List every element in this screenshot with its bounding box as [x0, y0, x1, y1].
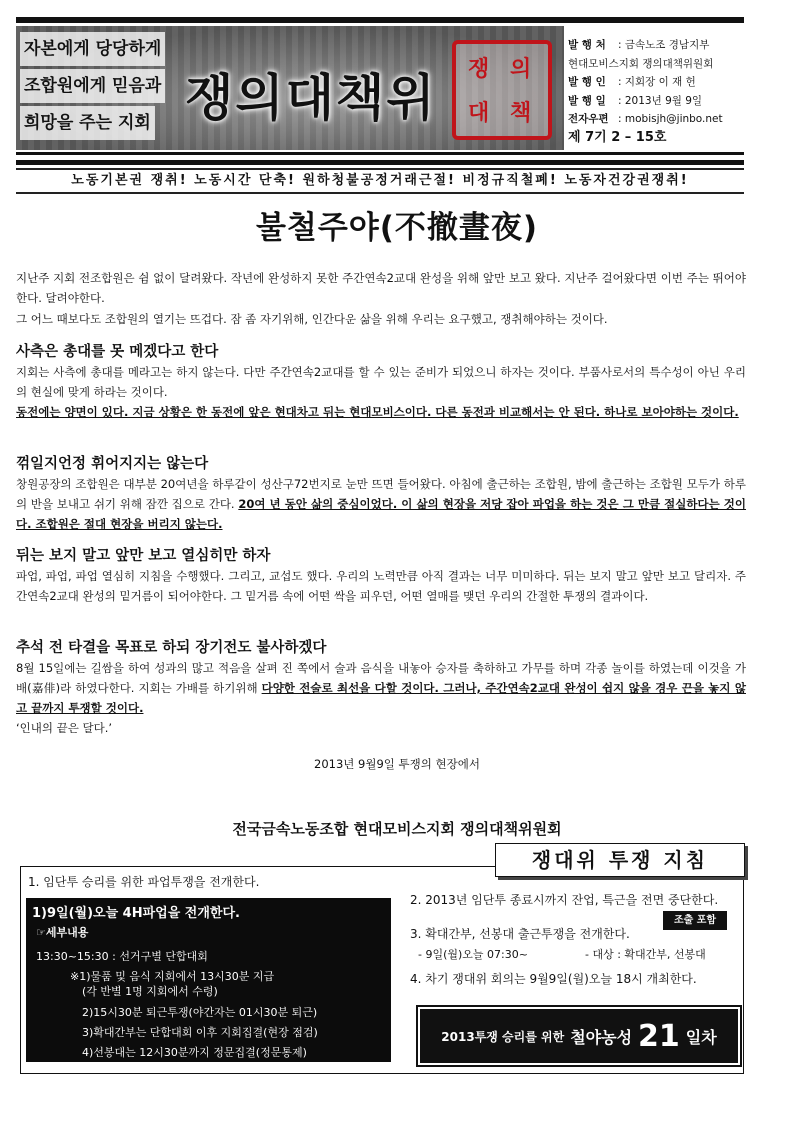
directive-item-3: 3. 확대간부, 선봉대 출근투쟁을 전개한다. [410, 927, 630, 941]
detail-line: 13:30~15:30 : 선거구별 단합대회 [36, 950, 208, 963]
subheading-3: 뒤는 보지 말고 앞만 보고 열심히만 하자 [16, 548, 271, 564]
slogan-line-3: 희망을 주는 지회 [20, 106, 155, 140]
paragraph-intro: 지난주 지회 전조합원은 쉼 없이 달려왔다. 작년에 완성하지 못한 주간연속2교대 완성을 위해 앞만 보고 왔다. 지난주 걸어왔다면 이번 주는 뛰어야한다. 달려야한다. [16, 271, 746, 305]
paragraph-section-4: 8월 15일에는 길쌈을 하여 성과의 많고 적음을 살펴 진 쪽에서 술과 음식을 내놓아 승자를 축하하고 가무를 하며 각종 놀이를 하였는데 이것을 가배(嘉俳)라 하였다한다. 지회는 가배를 하기위해 다양한 전술로 최선을 다할 것이다. 그러나, 주간연속2교대 완성이 쉽지 않을 경우 끈을 놓지 않고 끝까지 투쟁할 것이다. ‘인내의 끝은 달다.’ [16, 661, 746, 735]
slogan-line-1: 자본에게 당당하게 [20, 32, 165, 66]
subheading-2: 꺾일지언정 휘어지지는 않는다 [16, 456, 209, 472]
publication-info [568, 36, 744, 147]
info-row: 발 행 처 : 금속노조 경남지부 [568, 39, 710, 51]
sit-in-day-suffix: 일차 [685, 1027, 717, 1047]
masthead-slogan [20, 32, 172, 144]
dateline: 2013년 9월9일 투쟁의 현장에서 [314, 757, 480, 771]
emphasis-text: 20여 년 동안 삶의 중심이었다. 이 삶의 현장을 저당 잡아 파업을 하는 것은 그 만큼 절실하다는 것이다. 조합원은 절대 현장을 버리지 않는다. [16, 497, 747, 531]
masthead-rule [16, 160, 744, 165]
slogan-line-2: 조합원에게 믿음과 [20, 69, 165, 103]
organization-signature: 전국금속노동조합 현대모비스지회 쟁의대책위원회 [232, 820, 562, 838]
info-row: 현대모비스지회 쟁의대책위원회 [568, 57, 714, 70]
paragraph-section-1: 지회는 사측에 총대를 메라고는 하지 않는다. 다만 주간연속2교대를 할 수 있는 준비가 되었으니 하자는 것이다. 부품사로서의 특수성이 아닌 우리의 현실에 맞게 하라는 것이다. 동전에는 양면이 있다. 지금 상황은 한 동전에 앞은 현대차고 뒤는 현대모비스이다. 다른 동전과 비교해서는 안 된다. 하나로 보아야하는 것이다. [16, 365, 746, 419]
directive-item-1: 1. 임단투 승리를 위한 파업투쟁을 전개한다. [28, 875, 260, 889]
detail-line: 4)선봉대는 12시30분까지 정문집결(정문통제) [82, 1046, 307, 1059]
directive-item-3-time: - 9일(월)오늘 07:30~ [418, 948, 528, 961]
masthead-rule [16, 152, 744, 155]
sit-in-day-counter [416, 1005, 742, 1067]
subheading-1: 사측은 총대를 못 메겠다고 한다 [16, 344, 219, 360]
paragraph-section-3: 파업, 파업, 파업 열심히 지침을 수행했다. 그리고, 교섭도 했다. 우리의 노력만큼 아직 결과는 너무 미미하다. 뒤는 보지 말고 앞만 보고 달리자. 주간연속2교대 완성의 밑거름이 되어야한다. 그 밑거름 속에 어떤 싹을 피우던, 어떤 열매를 맺던 우리의 간절한 투쟁의 결과이다. [16, 569, 746, 603]
early-shift-badge: 조출 포함 [663, 911, 727, 930]
info-row: 발 행 일 : 2013년 9월 9일 [568, 94, 703, 107]
strike-detail-box [26, 898, 391, 1062]
strike-detail-heading: 1)9일(월)오늘 4H파업을 전개한다. [32, 906, 240, 921]
demands-slogan-bar: 노동기본권 쟁취! 노동시간 단축! 원하청불공정거래근절! 비정규직철폐! 노동자건강권쟁취! [16, 168, 744, 194]
sit-in-label: 철야농성 [570, 1027, 633, 1047]
quote: ‘인내의 끝은 달다.’ [16, 721, 113, 735]
paragraph-section-2: 창원공장의 조합원은 대부분 20여년을 하루같이 성산구72번지로 눈만 뜨면 들어왔다. 아침에 출근하는 조합원, 밤에 출근하는 조합원 모두가 하루의 반을 보내고 쉬기 위해 잠깐 집으로 간다. 20여 년 동안 삶의 중심이었다. 이 삶의 현장을 저당 잡아 파업을 하는 것은 그 만큼 절실하다는 것이다. 조합원은 절대 현장을 버리지 않는다. [16, 477, 747, 531]
sit-in-day-number: 21 [638, 1018, 680, 1054]
emphasis-text: 동전에는 양면이 있다. 지금 상황은 한 동전에 앞은 현대차고 뒤는 현대모비스이다. 다른 동전과 비교해서는 안 된다. 하나로 보아야하는 것이다. [16, 405, 739, 419]
seal-char: 책 [510, 101, 532, 126]
paragraph-intro-2: 그 어느 때보다도 조합원의 열기는 뜨겁다. 잠 좀 자기위해, 인간다운 삶을 위해 우리는 요구했고, 쟁취해야하는 것이다. [16, 312, 608, 326]
seal-char: 의 [510, 57, 532, 82]
emphasis-text: 다양한 전술로 최선을 다할 것이다. 그러나, 주간연속2교대 완성이 쉽지 않을 경우 끈을 놓지 않고 끝까지 투쟁할 것이다. [16, 681, 746, 715]
detail-line: 2)15시30분 퇴근투쟁(야간자는 01시30분 퇴근) [82, 1006, 318, 1019]
union-seal-stamp [452, 40, 552, 140]
detail-subheading: ☞세부내용 [36, 926, 89, 939]
sit-in-caption: 2013투쟁 승리를 위한 [441, 1029, 565, 1044]
detail-line: ※1)물품 및 음식 지회에서 13시30분 지급 [70, 970, 275, 983]
directive-item-4: 4. 차기 쟁대위 회의는 9월9일(월)오늘 18시 개최한다. [410, 972, 697, 986]
directive-title: 쟁대위 투쟁 지침 [495, 843, 745, 877]
masthead-top-rule [16, 17, 744, 23]
seal-char: 쟁 [468, 57, 490, 82]
directive-item-3-target: - 대상 : 확대간부, 선봉대 [585, 948, 706, 961]
issue-number: 제 7기 2 – 15호 [568, 129, 667, 145]
detail-line: (각 반별 1명 지회에서 수령) [82, 985, 218, 998]
seal-char: 대 [468, 101, 490, 126]
info-row: 전자우편 : mobisjh@jinbo.net [568, 113, 723, 125]
article-headline: 불철주야(不撤晝夜) [255, 210, 539, 246]
subheading-4: 추석 전 타결을 목표로 하되 장기전도 불사하겠다 [16, 640, 327, 656]
detail-line: 3)확대간부는 단합대회 이후 지회집결(현장 점검) [82, 1026, 318, 1039]
info-row: 발 행 인 : 지회장 이 재 헌 [568, 76, 696, 88]
directive-item-2: 2. 2013년 임단투 종료시까지 잔업, 특근을 전면 중단한다. [410, 893, 719, 907]
newsletter-title: 쟁의대책위 [185, 69, 437, 127]
